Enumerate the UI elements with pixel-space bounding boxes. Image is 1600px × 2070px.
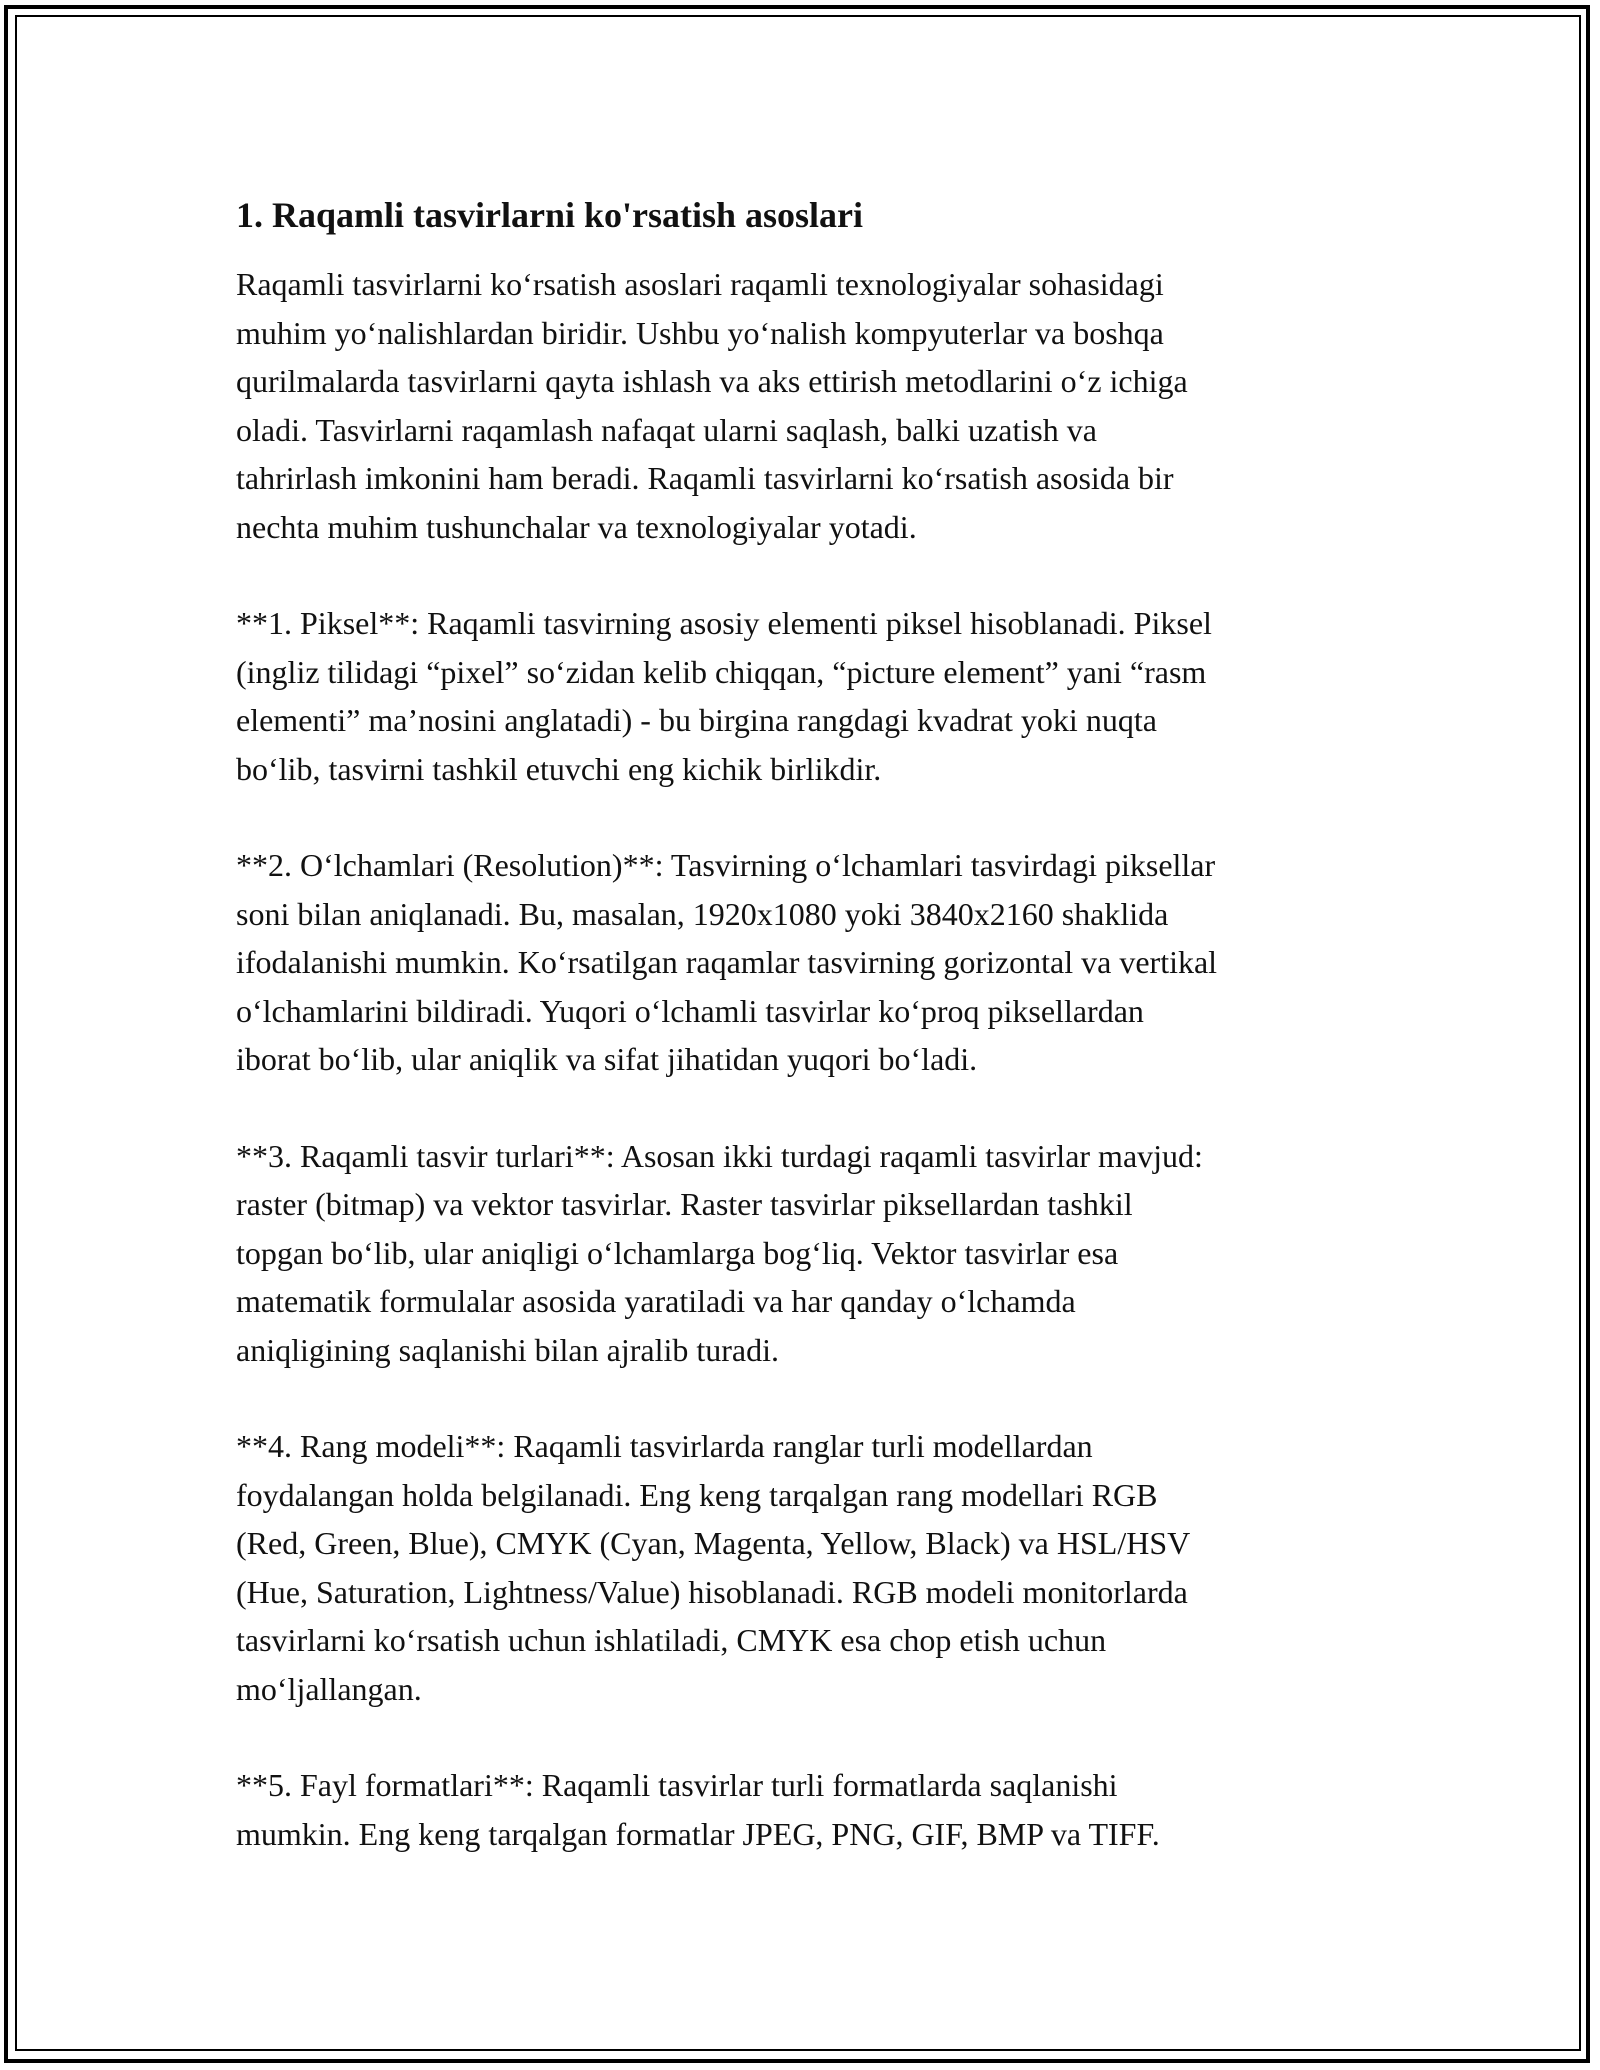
text-line: tahrirlash imkonini ham beradi. Raqamli tasvirlarni ko‘rsatish asosida bir bbox=[236, 460, 1174, 496]
text-line: foydalangan holda belgilanadi. Eng keng tarqalgan rang modellari RGB bbox=[236, 1476, 1158, 1513]
text-line: (ingliz tilidagi “pixel” so‘zidan kelib chiqqan, “picture element” yani “rasm bbox=[236, 653, 1207, 690]
text-line: ifodalanishi mumkin. Ko‘rsatilgan raqamlar tasvirning gorizontal va vertikal bbox=[236, 944, 1218, 980]
text-line: soni bilan aniqlanadi. Bu, masalan, 1920x1080 yoki 3840x2160 shaklida bbox=[236, 895, 1169, 932]
text-line: nechta muhim tushunchalar va texnologiyalar yotadi. bbox=[236, 508, 917, 545]
text-line: raster (bitmap) va vektor tasvirlar. Raster tasvirlar piksellardan tashkil bbox=[236, 1186, 1133, 1222]
paragraph bbox=[236, 1422, 1376, 1713]
text-line: **3. Raqamli tasvir turlari**: Asosan ikki turdagi raqamli tasvirlar mavjud: bbox=[236, 1137, 1203, 1174]
text-line: **1. Piksel**: Raqamli tasvirning asosiy elementi piksel hisoblanadi. Piksel bbox=[236, 605, 1212, 641]
paragraph bbox=[236, 1132, 1376, 1375]
text-line: muhim yo‘nalishlardan biridir. Ushbu yo‘nalish kompyuterlar va boshqa bbox=[236, 314, 1164, 351]
text-line: **2. O‘lchamlari (Resolution)**: Tasvirning o‘lchamlari tasvirdagi piksellar bbox=[236, 847, 1216, 883]
paragraph bbox=[236, 841, 1376, 1084]
text-line: **5. Fayl formatlari**: Raqamli tasvirlar turli formatlarda saqlanishi bbox=[236, 1767, 1118, 1803]
text-line: aniqligining saqlanishi bilan ajralib turadi. bbox=[236, 1331, 779, 1368]
text-line: bo‘lib, tasvirni tashkil etuvchi eng kichik birlikdir. bbox=[236, 750, 882, 787]
text-line: qurilmalarda tasvirlarni qayta ishlash va aks ettirish metodlarini o‘z ichiga bbox=[236, 363, 1188, 399]
text-line: topgan bo‘lib, ular aniqligi o‘lchamlarga bog‘liq. Vektor tasvirlar esa bbox=[236, 1234, 1119, 1271]
text-line: tasvirlarni ko‘rsatish uchun ishlatiladi, CMYK esa chop etish uchun bbox=[236, 1622, 1107, 1658]
text-line: iborat bo‘lib, ular aniqlik va sifat jihatidan yuqori bo‘ladi. bbox=[236, 1041, 978, 1077]
document-body bbox=[236, 190, 1376, 1906]
paragraph bbox=[236, 260, 1376, 551]
text-line: (Hue, Saturation, Lightness/Value) hisoblanadi. RGB modeli monitorlarda bbox=[236, 1573, 1188, 1610]
text-line: **4. Rang modeli**: Raqamli tasvirlarda ranglar turli modellardan bbox=[236, 1428, 1093, 1464]
text-line: o‘lchamlarini bildiradi. Yuqori o‘lchamli tasvirlar ko‘proq piksellardan bbox=[236, 992, 1144, 1029]
text-line: matematik formulalar asosida yaratiladi va har qanday o‘lchamda bbox=[236, 1283, 1076, 1319]
text-line: Raqamli tasvirlarni ko‘rsatish asoslari raqamli texnologiyalar sohasidagi bbox=[236, 266, 1164, 302]
text-line: (Red, Green, Blue), CMYK (Cyan, Magenta, Yellow, Black) va HSL/HSV bbox=[236, 1525, 1191, 1561]
text-line: mo‘ljallangan. bbox=[236, 1670, 422, 1707]
paragraph bbox=[236, 599, 1376, 793]
text-line: oladi. Tasvirlarni raqamlash nafaqat ularni saqlash, balki uzatish va bbox=[236, 411, 1097, 448]
section-title: 1. Raqamli tasvirlarni ko'rsatish asoslari bbox=[236, 195, 864, 235]
paragraph bbox=[236, 1761, 1376, 1858]
text-line: elementi” ma’nosini anglatadi) - bu birgina rangdagi kvadrat yoki nuqta bbox=[236, 702, 1157, 738]
text-line: mumkin. Eng keng tarqalgan formatlar JPEG, PNG, GIF, BMP va TIFF. bbox=[236, 1815, 1160, 1852]
paragraph-list bbox=[236, 260, 1376, 1858]
